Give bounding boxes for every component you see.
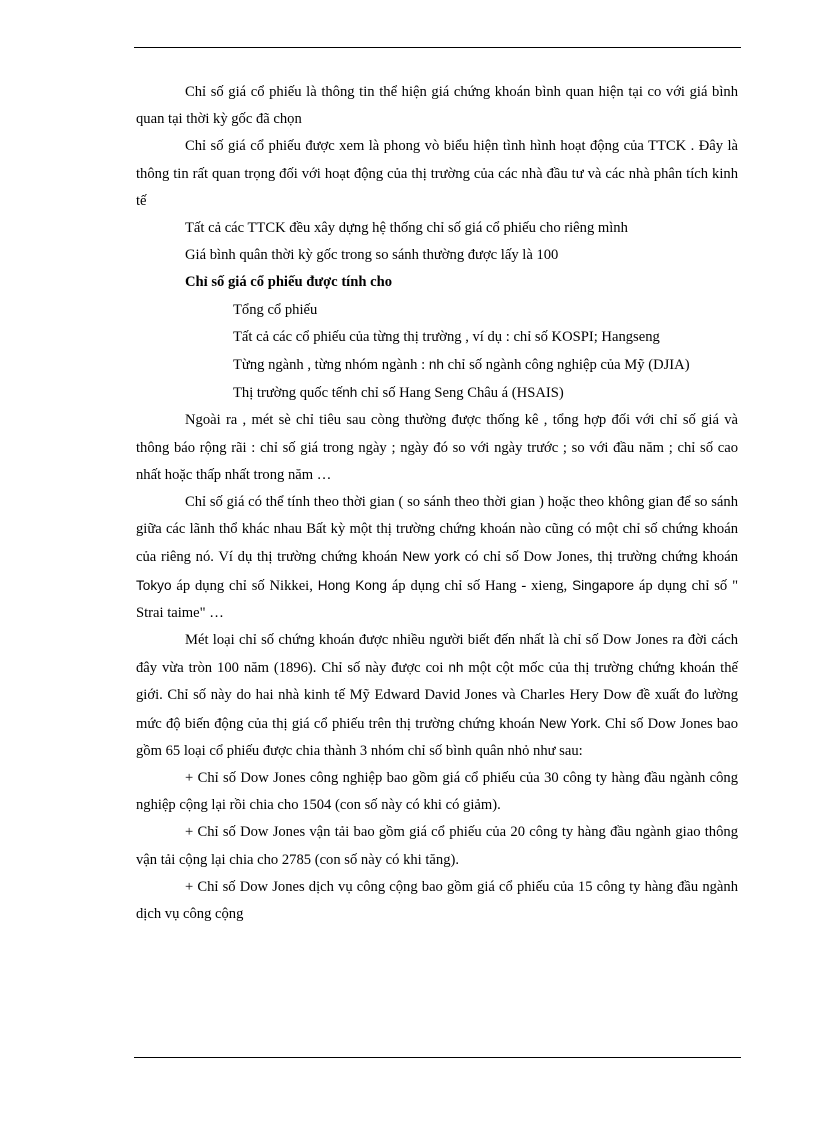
list-item-sector (136, 351, 738, 379)
list-item-international (136, 379, 738, 407)
paragraph-all-markets: Tất cả các TTCK đều xây dựng hệ thống chỉ số giá cổ phiếu cho riêng mình (185, 220, 628, 237)
page-body (136, 79, 738, 928)
place-singapore: Singapore (572, 577, 635, 593)
text-run: Chỉ số giá có thể tính theo thời gian ( so sánh theo thời gian ) hoặc theo không gian để so sánh giữa các lãnh thổ khác nhau Bất kỳ một thị trường chứng khoán nào cũng có một chỉ số chứng khoán của riêng nó. Ví dụ thị trường chứng khoán (136, 494, 738, 566)
text-run: một cột mốc của thị trường chứng khoán thế giới. Chỉ số này do hai nhà kinh tế Mỹ Edward David Jones và Charles Hery Dow đề xuất đo lường mức độ biến động của thị giá cổ phiếu trên thị trường chứng khoán (136, 660, 738, 732)
bullet-utilities: + Chỉ số Dow Jones dịch vụ công cộng bao gồm giá cổ phiếu của 15 công ty hàng đầu ngành dịch vụ công cộng (136, 878, 738, 923)
bullet-transport: + Chỉ số Dow Jones vận tải bao gồm giá cổ phiếu của 20 công ty hàng đầu ngành giao thông vận tải cộng lại chia cho 2785 (con số này có khi tăng). (136, 824, 738, 868)
list-item-total: Tổng cổ phiếu (233, 301, 318, 318)
paragraph-time-space (136, 489, 738, 627)
paragraph-dow-jones (136, 627, 738, 765)
text-run: . Chỉ số Dow Jones bao gồm 65 loại cổ phiếu được chia thành 3 nhóm chỉ số bình quân nhỏ như sau: (136, 715, 739, 759)
list-item-sector-lead: Từng ngành , từng nhóm ngành : (233, 357, 426, 374)
place-hong-kong: Hong Kong (317, 577, 387, 593)
place-new-york: New York (539, 715, 598, 731)
text-run: áp dụng chỉ số " Strai taime" … (136, 577, 739, 621)
place-new-york: New york (402, 549, 461, 565)
section-heading: Chỉ số giá cổ phiếu được tính cho (185, 274, 392, 291)
paragraph-base-value: Giá bình quân thời kỳ gốc trong so sánh thường được lấy là 100 (185, 247, 559, 264)
paragraph-definition: Chỉ số giá cổ phiếu là thông tin thể hiện giá chứng khoán bình quan hiện tại co với giá bình quan tại thời kỳ gốc đã chọn (136, 84, 738, 128)
text-run: áp dụng chỉ số Hang - xieng, (391, 577, 568, 594)
list-item-international-tail: chỉ số Hang Seng Châu á (HSAIS) (361, 385, 564, 402)
place-tokyo: Tokyo (136, 577, 172, 593)
text-run: có chỉ số Dow Jones, thị trường chứng khoán (464, 549, 738, 566)
text-run: Mét loại chỉ số chứng khoán được nhiều người biết đến nhất là chỉ số Dow Jones ra đời cách đây vừa tròn 100 năm (1896). Chỉ số này được coi (136, 632, 738, 677)
abbr-nh: nh (428, 357, 444, 373)
bullet-industrial: + Chỉ số Dow Jones công nghiệp bao gồm giá cổ phiếu của 30 công ty hàng đầu ngành công nghiệp cộng lại rồi chia cho 1504 (con số này có khi có giảm). (136, 770, 738, 814)
abbr-nh: nh (448, 660, 464, 676)
list-item-international-lead: Thị trường quốc tế (233, 385, 343, 402)
footer-rule (134, 1057, 741, 1058)
paragraph-barometer: Chỉ số giá cổ phiếu được xem là phong vò biểu hiện tình hình hoạt động của TTCK . Đây là thông tin rất quan trọng đối với hoạt động của thị trường của các nhà đầu tư và các nhà phân tích kinh tế (136, 138, 738, 209)
list-item-market: Tất cả các cổ phiếu của từng thị trường , ví dụ : chỉ số KOSPI; Hangseng (233, 328, 660, 345)
paragraph-other-indicators: Ngoài ra , mét sè chỉ tiêu sau còng thường được thống kê , tổng hợp đối với chỉ số giá và thông báo rộng rãi : chỉ số giá trong ngày ; ngày đó so với ngày trước ; so với đầu năm ; chỉ số cao nhất hoặc thấp nhất trong năm … (136, 412, 738, 483)
text-run: áp dụng chỉ số Nikkei, (176, 577, 313, 594)
abbr-nh: nh (342, 385, 358, 401)
list-item-sector-tail: chỉ số ngành công nghiệp của Mỹ (DJIA) (447, 357, 690, 374)
header-rule (134, 47, 741, 48)
